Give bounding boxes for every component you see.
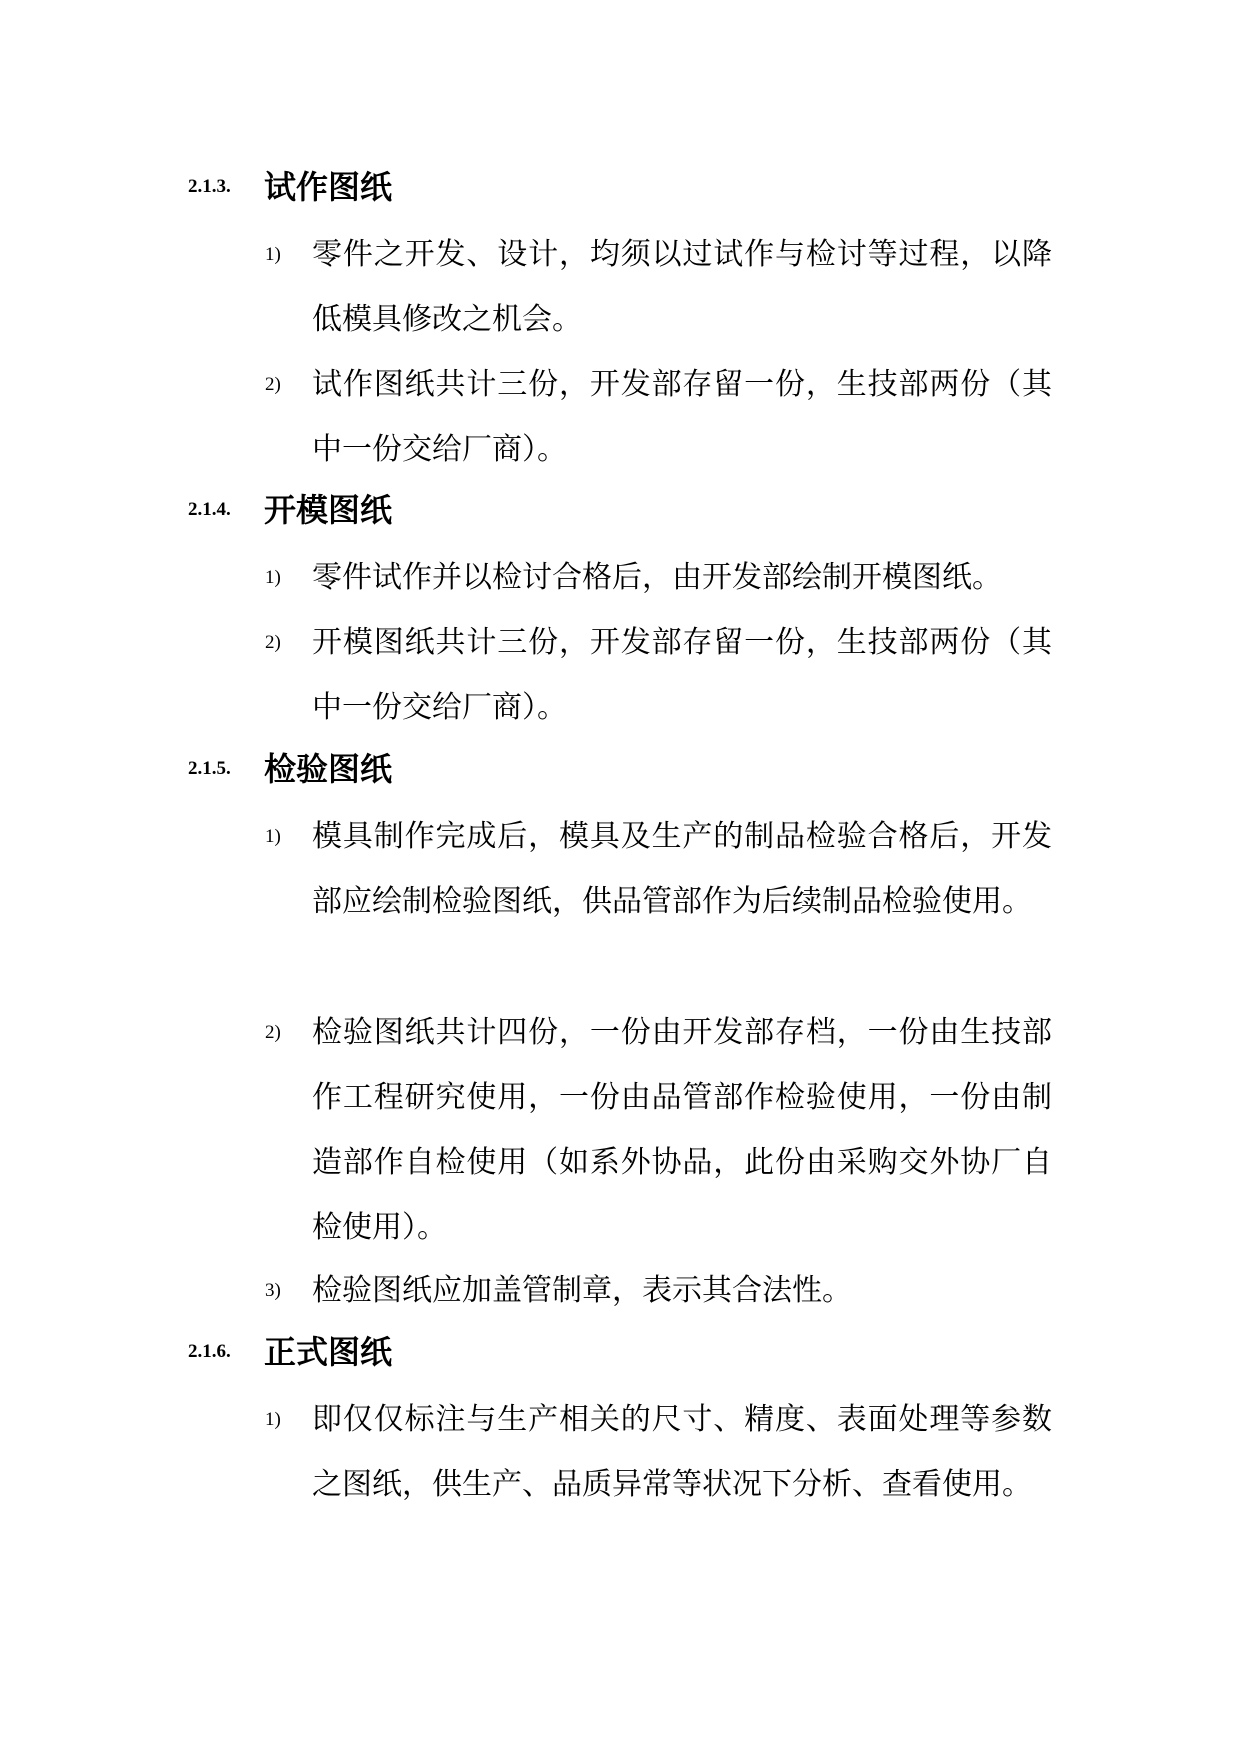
section-title: 正式图纸 (264, 1333, 393, 1371)
item-text: 零件试作并以检讨合格后，由开发部绘制开模图纸。 (312, 560, 1002, 595)
item-text: 检验图纸应加盖管制章，表示其合法性。 (312, 1273, 852, 1308)
item-number: 2) (265, 632, 281, 653)
item-text: 即仅仅标注与生产相关的尺寸、精度、表面处理等参数之图纸，供生产、品质异常等状况下分析、查看使用。 (312, 1402, 1052, 1502)
item-number: 1) (265, 826, 281, 847)
item-number: 2) (265, 374, 281, 395)
section-title: 检验图纸 (264, 750, 393, 788)
section-number: 2.1.4. (188, 499, 231, 520)
item-text: 模具制作完成后，模具及生产的制品检验合格后，开发部应绘制检验图纸，供品管部作为后续制品检验使用。 (312, 819, 1052, 919)
item-number: 3) (265, 1280, 281, 1301)
section-number: 2.1.6. (188, 1341, 231, 1362)
item-number: 2) (265, 1022, 281, 1043)
item-text: 试作图纸共计三份，开发部存留一份，生技部两份（其中一份交给厂商）。 (312, 367, 1052, 467)
item-number: 1) (265, 244, 281, 265)
section-title: 开模图纸 (264, 491, 393, 529)
section-number: 2.1.5. (188, 758, 231, 779)
item-text: 检验图纸共计四份，一份由开发部存档，一份由生技部作工程研究使用，一份由品管部作检验使用，一份由制造部作自检使用（如系外协品，此份由采购交外协厂自检使用）。 (312, 1015, 1052, 1245)
section-number: 2.1.3. (188, 176, 231, 197)
item-text: 开模图纸共计三份，开发部存留一份，生技部两份（其中一份交给厂商）。 (312, 625, 1052, 725)
section-title: 试作图纸 (264, 168, 393, 206)
item-number: 1) (265, 1409, 281, 1430)
item-number: 1) (265, 567, 281, 588)
item-text: 零件之开发、设计，均须以过试作与检讨等过程，以降低模具修改之机会。 (312, 237, 1052, 337)
